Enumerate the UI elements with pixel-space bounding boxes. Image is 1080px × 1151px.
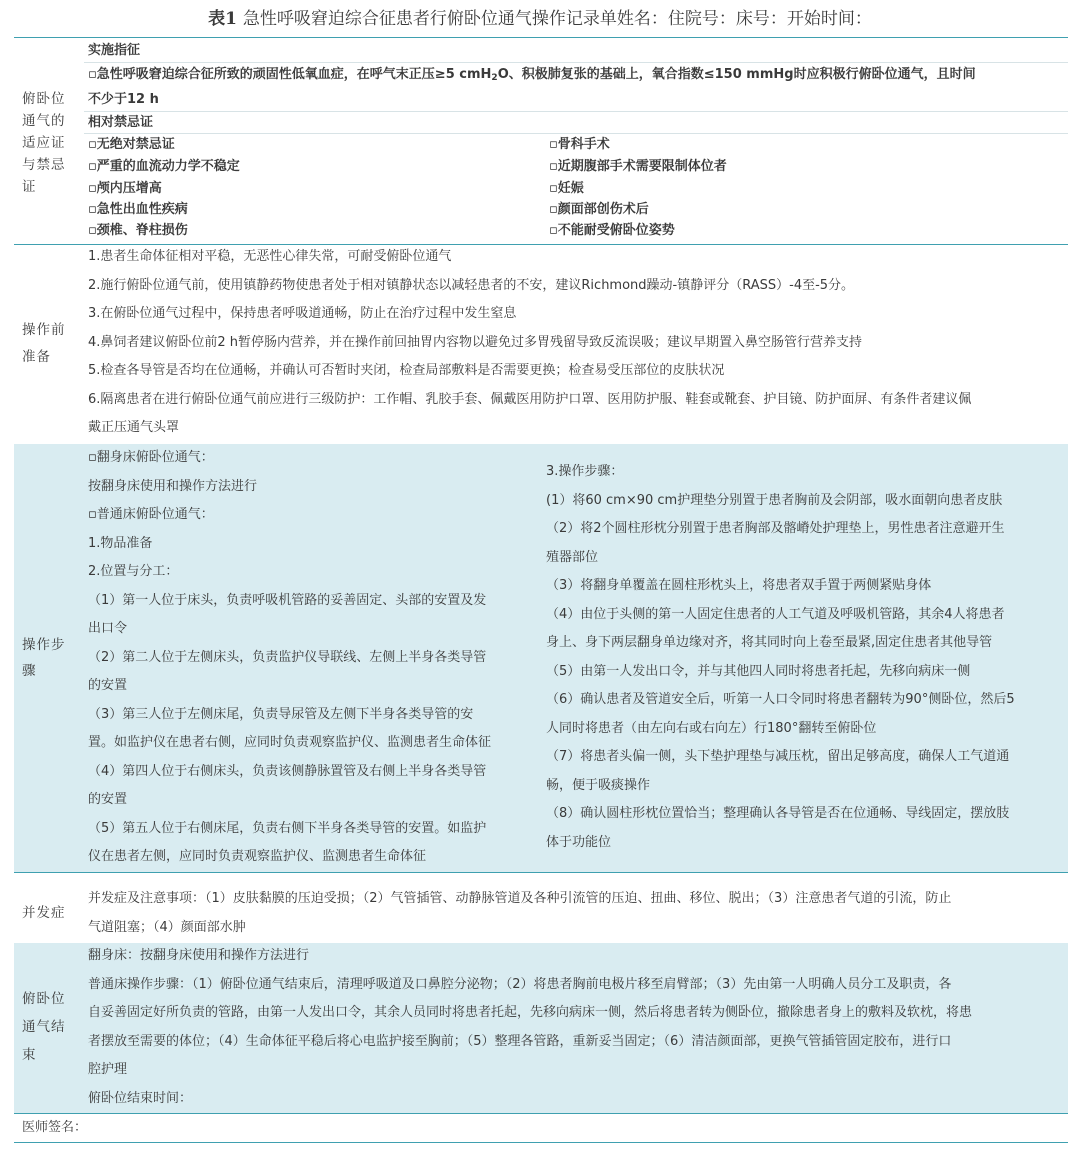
label-line: 束 [22, 1047, 37, 1063]
label-line: 适应证 [22, 135, 66, 151]
step-line: 按翻身床使用和操作方法进行 [88, 478, 258, 494]
contra-item: ▫骨科手术 [549, 137, 610, 152]
contra-item: ▫妊娠 [549, 181, 584, 196]
end-time-field: 俯卧位结束时间： [88, 1090, 193, 1106]
complication-line: 气道阻塞；（4）颜面部水肿 [88, 919, 246, 935]
prep-label [22, 317, 76, 371]
label-line: 通气结 [22, 1019, 66, 1035]
end-line: 腔护理 [88, 1062, 128, 1077]
end-line: 普通床操作步骤：（1）俯卧位通气结束后，清理呼吸道及口鼻腔分泌物；（2）将患者胸前电极片移至肩臂部；（3）先由第一人明确人员分工及职责，各 [88, 976, 952, 992]
end-line: 自妥善固定好所负责的管路，由第一人发出口令，其余人员同时将患者托起，先移向病床一侧，然后将患者转为侧卧位，撤除患者身上的敷料及软枕，将患 [88, 1005, 973, 1020]
step-line: （3）将翻身单覆盖在圆柱形枕头上，将患者双手置于两侧紧贴身体 [546, 578, 932, 593]
prep-list [88, 243, 1068, 443]
contra-item: ▫近期腹部手术需要限制体位者 [549, 159, 727, 174]
step-line: ▫普通床俯卧位通气： [88, 507, 214, 522]
prep-item: 5.检查各导管是否均在位通畅，并确认可否暂时夹闭，检查局部敷料是否需要更换；检查易受压部位的皮肤状况 [88, 363, 725, 378]
step-line: （3）第三人位于左侧床尾，负责导尿管及左侧下半身各类导管的安 [88, 706, 474, 722]
prep-item: 3.在俯卧位通气过程中，保持患者呼吸道通畅，防止在治疗过程中发生窒息 [88, 306, 517, 321]
step-line: （8）确认圆柱形枕位置恰当；整理确认各导管是否在位通畅、导线固定，摆放肢 [546, 806, 1010, 821]
prep-item: 戴正压通气头罩 [88, 420, 180, 435]
indications-label [22, 88, 76, 198]
end-label [22, 985, 76, 1069]
label-line: 并发症 [22, 905, 66, 921]
prep-item: 1.患者生命体征相对平稳，无恶性心律失常，可耐受俯卧位通气 [88, 249, 452, 264]
step-line: 身上、身下两层翻身单边缘对齐，将其同时向上卷至最紧,固定住患者其他导管 [546, 635, 993, 650]
prep-item: 4.鼻饲者建议俯卧位前2 h暂停肠内营养，并在操作前回抽胃内容物以避免过多胃残留导致反流误吸；建议早期置入鼻空肠管行营养支持 [88, 334, 863, 350]
step-line: 1.物品准备 [88, 535, 153, 551]
step-line: (1）将60 cm×90 cm护理垫分别置于患者胸前及会阴部，吸水面朝向患者皮肤 [546, 492, 1003, 508]
divider-indication [84, 111, 1068, 112]
label-line: 骤 [22, 663, 37, 679]
step-line: 殖器部位 [546, 549, 599, 565]
label-line: 俯卧位 [22, 991, 66, 1007]
label-line: 操作步 [22, 637, 66, 653]
steps-left-column [88, 444, 538, 872]
top-rule [14, 37, 1068, 38]
step-line: 的安置 [88, 678, 128, 693]
complications-text [88, 885, 1068, 942]
step-line: 2.位置与分工： [88, 564, 179, 579]
label-line: 俯卧位 [22, 91, 66, 107]
step-line: （2）第二人位于左侧床头，负责监护仪导联线、左侧上半身各类导管 [88, 649, 487, 665]
contra-item: ▫颜面部创伤术后 [549, 202, 649, 217]
table-title-text: 急性呼吸窘迫综合征患者行俯卧位通气操作记录单姓名：住院号：床号：开始时间： [242, 9, 872, 29]
steps-right-column [546, 458, 1066, 857]
contraindication-heading: 相对禁忌证 [88, 115, 154, 130]
step-line: （1）第一人位于床头，负责呼吸机管路的妥善固定、头部的安置及发 [88, 592, 487, 608]
end-text [88, 942, 1068, 1113]
contra-item: ▫颈椎、脊柱损伤 [88, 223, 188, 238]
step-line: 体于功能位 [546, 834, 612, 850]
contra-item: ▫颅内压增高 [88, 181, 162, 196]
step-line: 畅，便于吸痰操作 [546, 777, 651, 793]
step-line: 人同时将患者（由左向右或右向左）行180°翻转至俯卧位 [546, 720, 877, 736]
label-line: 通气的 [22, 113, 66, 129]
step-line: 出口令 [88, 621, 128, 636]
label-line: 准备 [22, 349, 51, 365]
rule-after-steps [14, 872, 1068, 873]
step-line: 3.操作步骤： [546, 464, 624, 479]
end-line: 者摆放至需要的体位；（4）生命体征平稳后将心电监护接至胸前；（5）整理各管路，重新妥当固定；（6）清洁颜面部，更换气管插管固定胶布，进行口 [88, 1033, 952, 1049]
doctor-signature-label: 医师签名： [22, 1120, 88, 1135]
step-line: （4）由位于头侧的第一人固定住患者的人工气道及呼吸机管路，其余4人将患者 [546, 606, 1005, 622]
divider-heading [84, 62, 1068, 63]
table-title [0, 4, 1080, 29]
step-line: （6）确认患者及管道安全后，听第一人口令同时将患者翻转为90°侧卧位，然后5 [546, 692, 1015, 707]
label-line: 与禁忌 [22, 157, 66, 173]
indication-text-a: ▫急性呼吸窘迫综合征所致的顽固性低氧血症，在呼气末正压≥5 cmH [88, 67, 492, 82]
step-line: （7）将患者头偏一侧，头下垫护理垫与减压枕，留出足够高度，确保人工气道通 [546, 749, 1010, 764]
end-line: 翻身床：按翻身床使用和操作方法进行 [88, 948, 310, 963]
table-number: 表1 [208, 9, 237, 29]
prep-item: 2.施行俯卧位通气前，使用镇静药物使患者处于相对镇静状态以减轻患者的不安，建议Richmond躁动-镇静评分（RASS）-4至-5分。 [88, 277, 855, 293]
step-line: 仪在患者左侧，应同时负责观察监护仪、监测患者生命体征 [88, 849, 427, 864]
label-line: 证 [22, 179, 37, 195]
complications-label [22, 902, 76, 924]
steps-label [22, 632, 76, 684]
indication-text-line1 [88, 64, 976, 89]
contra-item: ▫急性出血性疾病 [88, 202, 188, 217]
step-line: 的安置 [88, 792, 128, 807]
step-line: 置。如监护仪在患者右侧，应同时负责观察监护仪、监测患者生命体征 [88, 735, 492, 750]
rule-after-end [14, 1113, 1068, 1114]
step-line: （2）将2个圆柱形枕分别置于患者胸部及髂嵴处护理垫上，男性患者注意避开生 [546, 521, 1005, 536]
step-line: ▫翻身床俯卧位通气： [88, 450, 214, 465]
contra-item: ▫不能耐受俯卧位姿势 [549, 223, 675, 238]
step-line: （4）第四人位于右侧床头，负责该侧静脉置管及右侧上半身各类导管 [88, 763, 487, 779]
step-line: （5）第五人位于右侧床尾，负责右侧下半身各类导管的安置。如监护 [88, 820, 487, 836]
indication-heading: 实施指征 [88, 43, 141, 58]
step-line: （5）由第一人发出口令，并与其他四人同时将患者托起，先移向病床一侧 [546, 663, 971, 679]
label-line: 操作前 [22, 322, 66, 338]
contra-item: ▫严重的血流动力学不稳定 [88, 159, 240, 174]
indication-text-b: O、积极肺复张的基础上，氧合指数≤150 mmHg时应积极行俯卧位通气，且时间 [497, 67, 976, 82]
contra-item: ▫无绝对禁忌证 [88, 137, 175, 152]
prep-item: 6.隔离患者在进行俯卧位通气前应进行三级防护：工作帽、乳胶手套、佩戴医用防护口罩、医用防护服、鞋套或靴套、护目镜、防护面屏、有条件者建议佩 [88, 391, 972, 407]
complication-line: 并发症及注意事项：（1）皮肤黏膜的压迫受损；（2）气管插管、动静脉管道及各种引流管的压迫、扭曲、移位、脱出；（3）注意患者气道的引流，防止 [88, 891, 952, 906]
indication-text-line2: 不少于12 h [88, 92, 159, 107]
subscript-2: 2 [491, 73, 498, 83]
bottom-rule [14, 1142, 1068, 1143]
